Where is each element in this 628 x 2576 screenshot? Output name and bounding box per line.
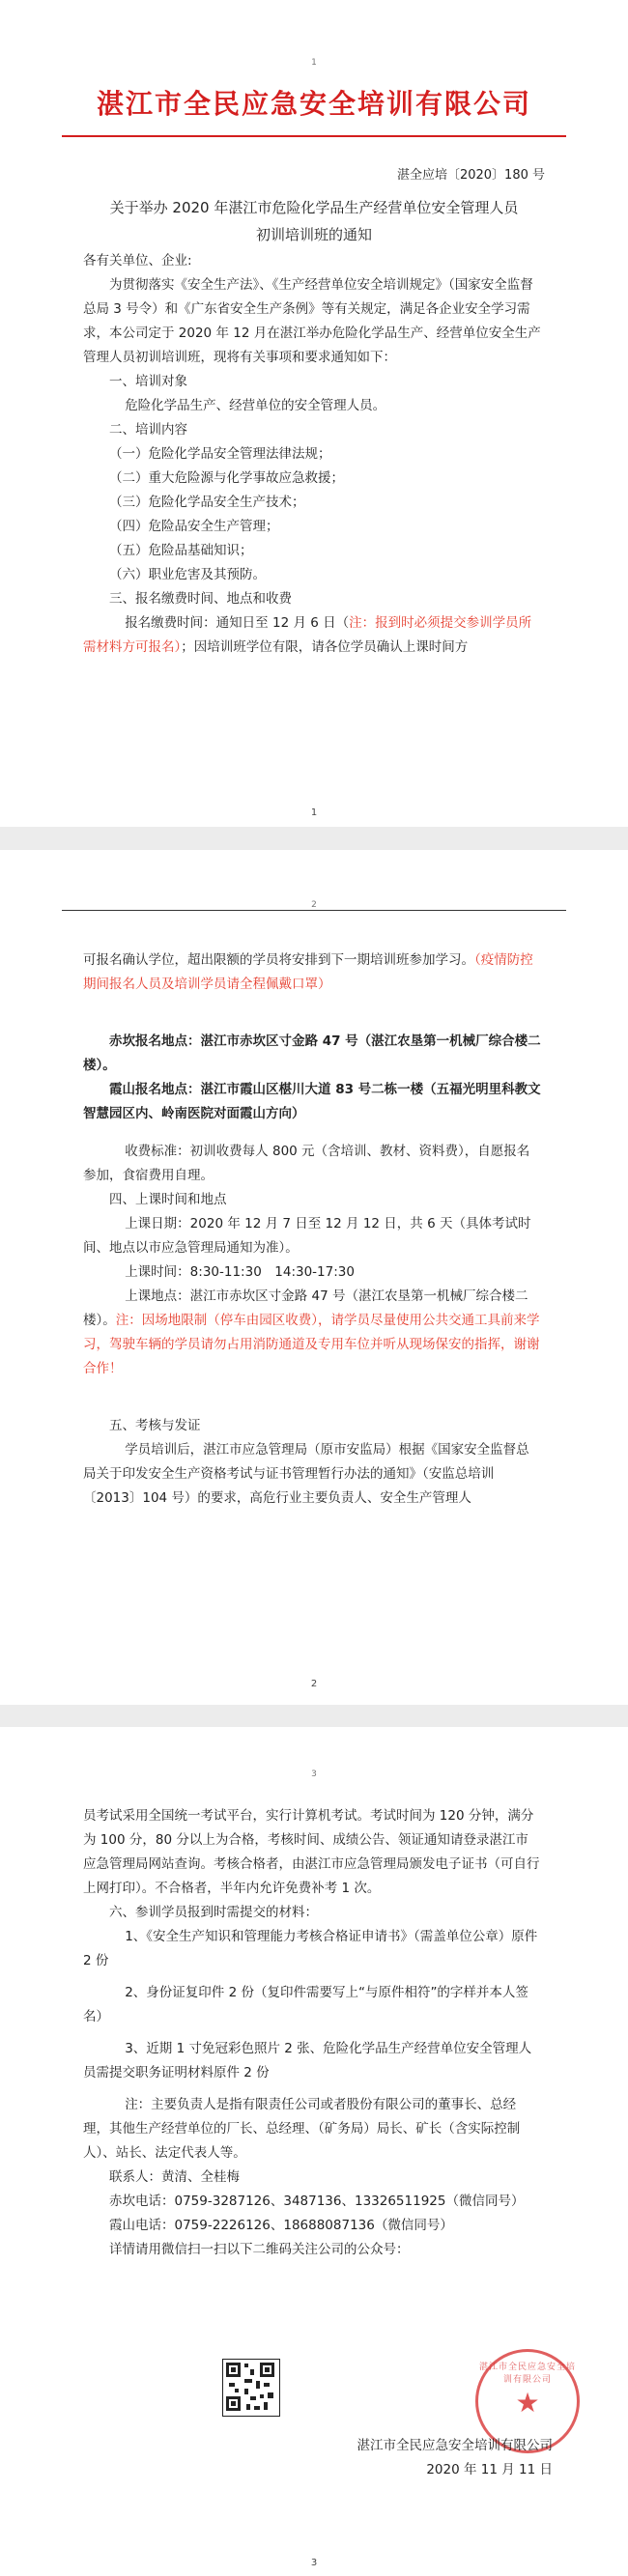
contact-persons: 联系人：黄清、全桂梅	[109, 2169, 240, 2185]
section-5-text: 学员培训后，湛江市应急管理局（原市安监局）根据《国家安全监督总局关于印发安全生产资格考试与证书管理暂行办法的通知》（安监总培训〔2013〕104 号）的要求，高危行业主要负责人、安全生产管理人	[83, 1442, 529, 1506]
page-3-body	[83, 1804, 541, 2262]
section-2-item: （二）重大危险源与化学事故应急救援；	[109, 470, 344, 486]
stamp-star-icon: ★	[515, 2387, 540, 2419]
page-number-top: 3	[311, 1769, 317, 1779]
section-2-item: （五）危险品基础知识；	[109, 543, 253, 558]
page-2-body	[83, 948, 541, 1511]
page-number-bottom: 3	[310, 2558, 318, 2568]
registration-time-suffix: ；因培训班学位有限，请各位学员确认上课时间方	[181, 639, 469, 655]
chikan-label: 赤坎报名地点：	[109, 1033, 201, 1049]
red-divider	[62, 135, 566, 137]
org-title: 湛江市全民应急安全培训有限公司	[96, 88, 531, 120]
class-place	[83, 1285, 541, 1381]
material-1: 1、《安全生产知识和管理能力考核合格证申请书》（需盖单位公章）原件 2 份	[83, 1929, 538, 1968]
xiashan-label: 霞山报名地点：	[109, 1082, 201, 1097]
continued-main: 可报名确认学位，超出限额的学员将安排到下一期培训班参加学习。	[83, 952, 474, 968]
section-5-title: 五、考核与发证	[109, 1418, 201, 1433]
page-number-bottom: 1	[310, 807, 318, 818]
stamp-text: 湛江市全民应急安全培训有限公司	[478, 2363, 576, 2385]
material-3: 3、近期 1 寸免冠彩色照片 2 张、危险化学品生产经营单位安全管理人员需提交职务证明材料原件 2 份	[83, 2041, 532, 2081]
xiashan-location	[83, 1078, 541, 1126]
header-rule	[62, 910, 566, 911]
exam-text: 员考试采用全国统一考试平台，实行计算机考试。考试时间为 120 分钟，满分为 100 分，80 分以上为合格，考核时间、成绩公告、领证通知请登录湛江市应急管理局网站查询。考核合格者，由湛江市应急管理局颁发电子证书（可自行上网打印）。不合格者，半年内允许免费补考 1 次。	[83, 1808, 540, 1896]
xiashan-phone: 霞山电话：0759-2226126、18688087136（微信同号）	[109, 2218, 453, 2233]
page-number-top: 2	[311, 900, 317, 910]
page-1	[0, 0, 628, 827]
section-2-item: （一）危险化学品安全管理法律法规；	[109, 446, 331, 462]
section-1-title: 一、培训对象	[109, 374, 187, 389]
section-2-title: 二、培训内容	[109, 422, 187, 438]
chikan-address: 湛江市赤坎区寸金路 47 号（湛江农垦第一机械厂综合楼二楼）。	[83, 1033, 541, 1073]
chikan-location	[83, 1030, 541, 1078]
section-2-item: （六）职业危害及其预防。	[109, 567, 266, 582]
responsible-person-note: 注：主要负责人是指有限责任公司或者股份有限公司的董事长、总经理，其他生产经营单位的厂长、总经理、（矿务局）局长、矿长（含实际控制人）、站长、法定代表人等。	[83, 2097, 521, 2161]
class-dates: 上课日期：2020 年 12 月 7 日至 12 月 12 日，共 6 天（具体考试时间、地点以市应急管理局通知为准）。	[83, 1216, 531, 1256]
continued-text	[83, 948, 541, 997]
mask-note: （疫情防控期间报名人员及培训学员请全程佩戴口罩）	[83, 952, 533, 992]
chikan-phone: 赤坎电话：0759-3287126、3487136、13326511925（微信同号）	[109, 2194, 525, 2209]
qr-code-icon[interactable]	[222, 2359, 280, 2417]
section-2-item: （四）危险品安全生产管理；	[109, 519, 279, 534]
title-line-1: 关于举办 2020 年湛江市危险化学品生产经营单位安全管理人员	[109, 199, 519, 216]
section-6-title: 六、参训学员报到时需提交的材料：	[109, 1905, 318, 1920]
xiashan-address: 湛江市霞山区椹川大道 83 号二栋一楼（五福光明里科教文智慧园区内、岭南医院对面霞山方向）	[83, 1082, 541, 1121]
class-place-text: 上课地点：湛江市赤坎区寸金路 47 号（湛江农垦第一机械厂综合楼二楼）。	[83, 1288, 528, 1328]
class-time: 上课时间：8:30-11:30 14:30-17:30	[125, 1264, 355, 1280]
signature-block	[357, 2434, 554, 2482]
section-4-title: 四、上课时间和地点	[109, 1192, 227, 1207]
registration-time-prefix: 报名缴费时间：通知日至 12 月 6 日（	[125, 615, 350, 631]
intro-paragraph: 为贯彻落实《安全生产法》、《生产经营单位安全培训规定》（国家安全监督总局 3 号令）和《广东省安全生产条例》等有关规定，满足各企业安全学习需求，本公司定于 2020 年 12 月在湛江举办危险化学品生产、经营单位安全生产管理人员初训培训班，现将有关事项和要求通知如下：	[83, 277, 541, 365]
page-2	[0, 850, 628, 1705]
signing-organization: 湛江市全民应急安全培训有限公司	[357, 2438, 553, 2453]
material-2: 2、身份证复印件 2 份（复印件需要写上“与原件相符”的字样并本人签名）	[83, 1985, 528, 2024]
registration-note: 注：报到时必须提交参训学员所需材料方可报名）	[83, 615, 532, 655]
page-number-bottom: 2	[310, 1679, 318, 1689]
document-number: 湛全应培〔2020〕180 号	[396, 168, 545, 183]
title-line-2: 初训培训班的通知	[255, 226, 372, 243]
fee-standard: 收费标准：初训收费每人 800 元（含培训、教材、资料费），自愿报名参加，食宿费用自理。	[83, 1144, 530, 1183]
salutation: 各有关单位、企业:	[83, 253, 192, 269]
page-1-body	[83, 249, 541, 660]
section-2-item: （三）危险化学品安全生产技术；	[109, 495, 305, 510]
signing-date: 2020 年 11 月 11 日	[426, 2462, 553, 2477]
registration-time	[83, 611, 541, 660]
section-1-text: 危险化学品生产、经营单位的安全管理人员。	[125, 398, 386, 413]
parking-note: 注：因场地限制（停车由园区收费），请学员尽量使用公共交通工具前来学习，驾驶车辆的学员请勿占用消防通道及专用车位并听从现场保安的指挥，谢谢合作！	[83, 1313, 540, 1376]
page-number-top: 1	[311, 58, 317, 68]
notice-title	[58, 194, 570, 248]
qr-instruction: 详情请用微信扫一扫以下二维码关注公司的公众号：	[109, 2242, 410, 2257]
section-3-title: 三、报名缴费时间、地点和收费	[109, 591, 292, 607]
